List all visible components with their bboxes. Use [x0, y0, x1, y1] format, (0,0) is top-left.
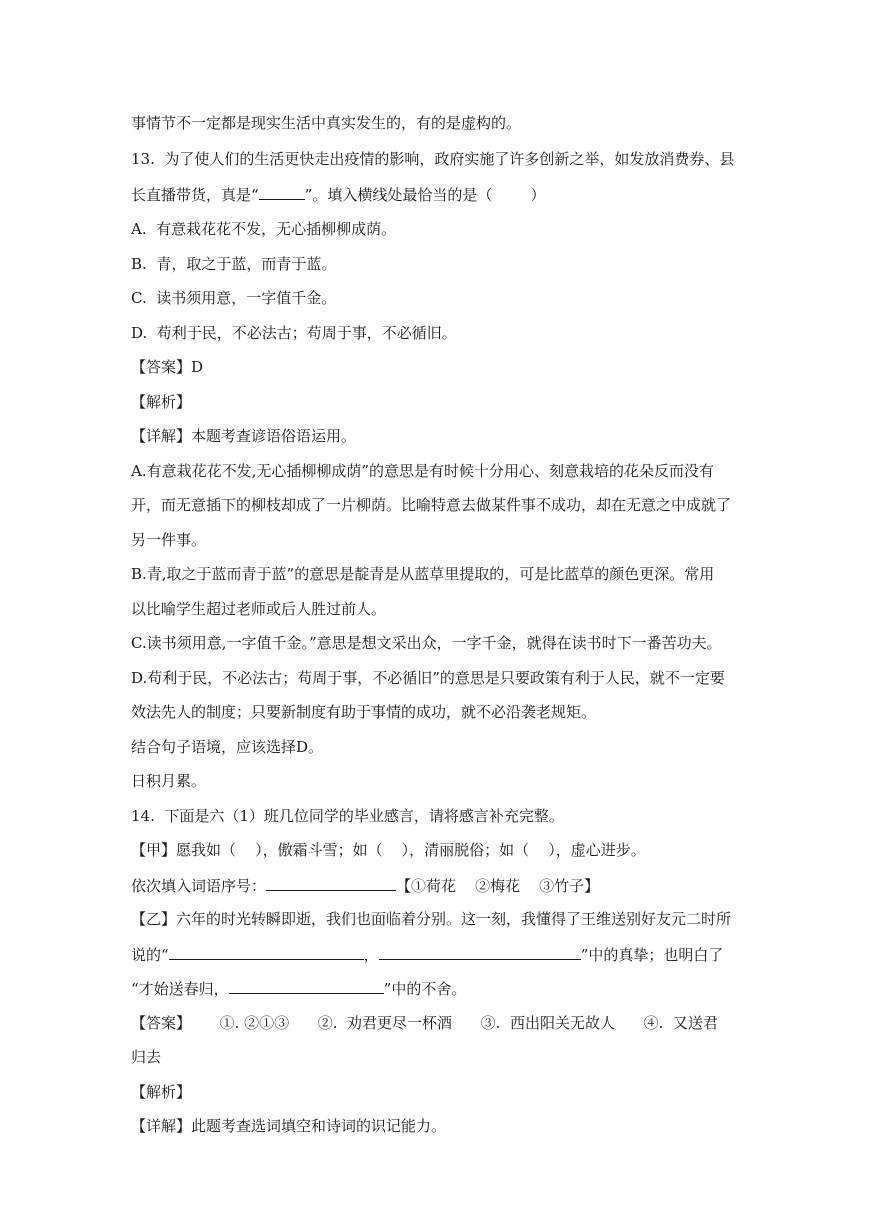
fill-blank-line	[229, 978, 384, 994]
section-note: 日积月累。	[131, 772, 207, 790]
question-14-part-yi-cont: 说的“ ， ”中的真挚；也明白了	[131, 946, 724, 964]
conclusion: 结合句子语境，应该选择D。	[131, 738, 324, 756]
question-14-word-bank: 依次填入词语序号： 【①荷花 ②梅花 ③竹子】	[131, 877, 600, 895]
explanation-intro: 【详解】本题考查谚语俗语运用。	[131, 427, 357, 445]
analysis-heading: 【解析】	[131, 1083, 192, 1101]
fill-blank-line	[169, 944, 364, 960]
explanation-b: B.青,取之于蓝而青于蓝”的意思是靛青是从蓝草里提取的，可是比蓝草的颜色更深。常用	[131, 565, 715, 583]
option-a: A. 有意栽花花不发，无心插柳柳成荫。	[131, 220, 397, 238]
question-14-part-yi: 【乙】六年的时光转瞬即逝，我们也面临着分别。这一刻，我懂得了王维送别好友元二时所	[131, 910, 732, 928]
answer-heading: 【答案】D	[131, 358, 204, 376]
option-b: B. 青，取之于蓝，而青于蓝。	[131, 255, 337, 273]
fill-blank-line	[259, 184, 305, 200]
question-13-stem-cont: 长直播带货，真是“ ”。填入横线处最恰当的是（ ）	[131, 186, 546, 204]
question-14-stem: 14. 下面是六（1）班几位同学的毕业感言，请将感言补充完整。	[131, 807, 564, 825]
explanation-b-cont: 以比喻学生超过老师或后人胜过前人。	[131, 600, 387, 618]
explanation-d: D.苟利于民，不必法古；苟周于事，不必循旧”的意思是只要政策有利于人民，就不一定要	[131, 669, 725, 687]
question-13-stem: 13. 为了使人们的生活更快走出疫情的影响，政府实施了许多创新之举，如发放消费券、县	[131, 150, 735, 168]
explanation-a: A.有意栽花花不发,无心插柳柳成荫”的意思是有时候十分用心、刻意栽培的花朵反而没有	[131, 462, 715, 480]
question-14-part-yi-cont: “才始送春归， ”中的不舍。	[131, 980, 467, 998]
explanation-d-cont: 效法先人的制度；只要新制度有助于事情的成功，就不必沿袭老规矩。	[131, 703, 597, 721]
answer-cont: 归去	[131, 1048, 162, 1066]
answer-heading: 【答案】 ①. ②①③ ②. 劝君更尽一杯酒 ③. 西出阳关无故人 ④. 又送君	[131, 1014, 718, 1032]
option-c: C. 读书须用意，一字值千金。	[131, 289, 337, 307]
option-d: D. 苟利于民，不必法古；苟周于事，不必循旧。	[131, 324, 457, 342]
question-14-part-jia: 【甲】愿我如（ ），傲霜斗雪；如（ ），清丽脱俗；如（ ），虚心进步。	[131, 841, 646, 859]
text-line: 事情节不一定都是现实生活中真实发生的，有的是虚构的。	[131, 114, 522, 132]
analysis-heading: 【解析】	[131, 393, 192, 411]
explanation-a-cont: 开，而无意插下的柳枝却成了一片柳荫。比喻特意去做某件事不成功，却在无意之中成就了	[131, 496, 732, 514]
fill-blank-line	[379, 944, 581, 960]
explanation-a-cont: 另一件事。	[131, 531, 207, 549]
explanation-c: C.读书须用意,一字值千金。”意思是想文采出众，一字千金，就得在读书时下一番苦功夫。	[131, 634, 722, 652]
fill-blank-line	[266, 875, 396, 891]
explanation-intro: 【详解】此题考查选词填空和诗词的识记能力。	[131, 1117, 447, 1135]
